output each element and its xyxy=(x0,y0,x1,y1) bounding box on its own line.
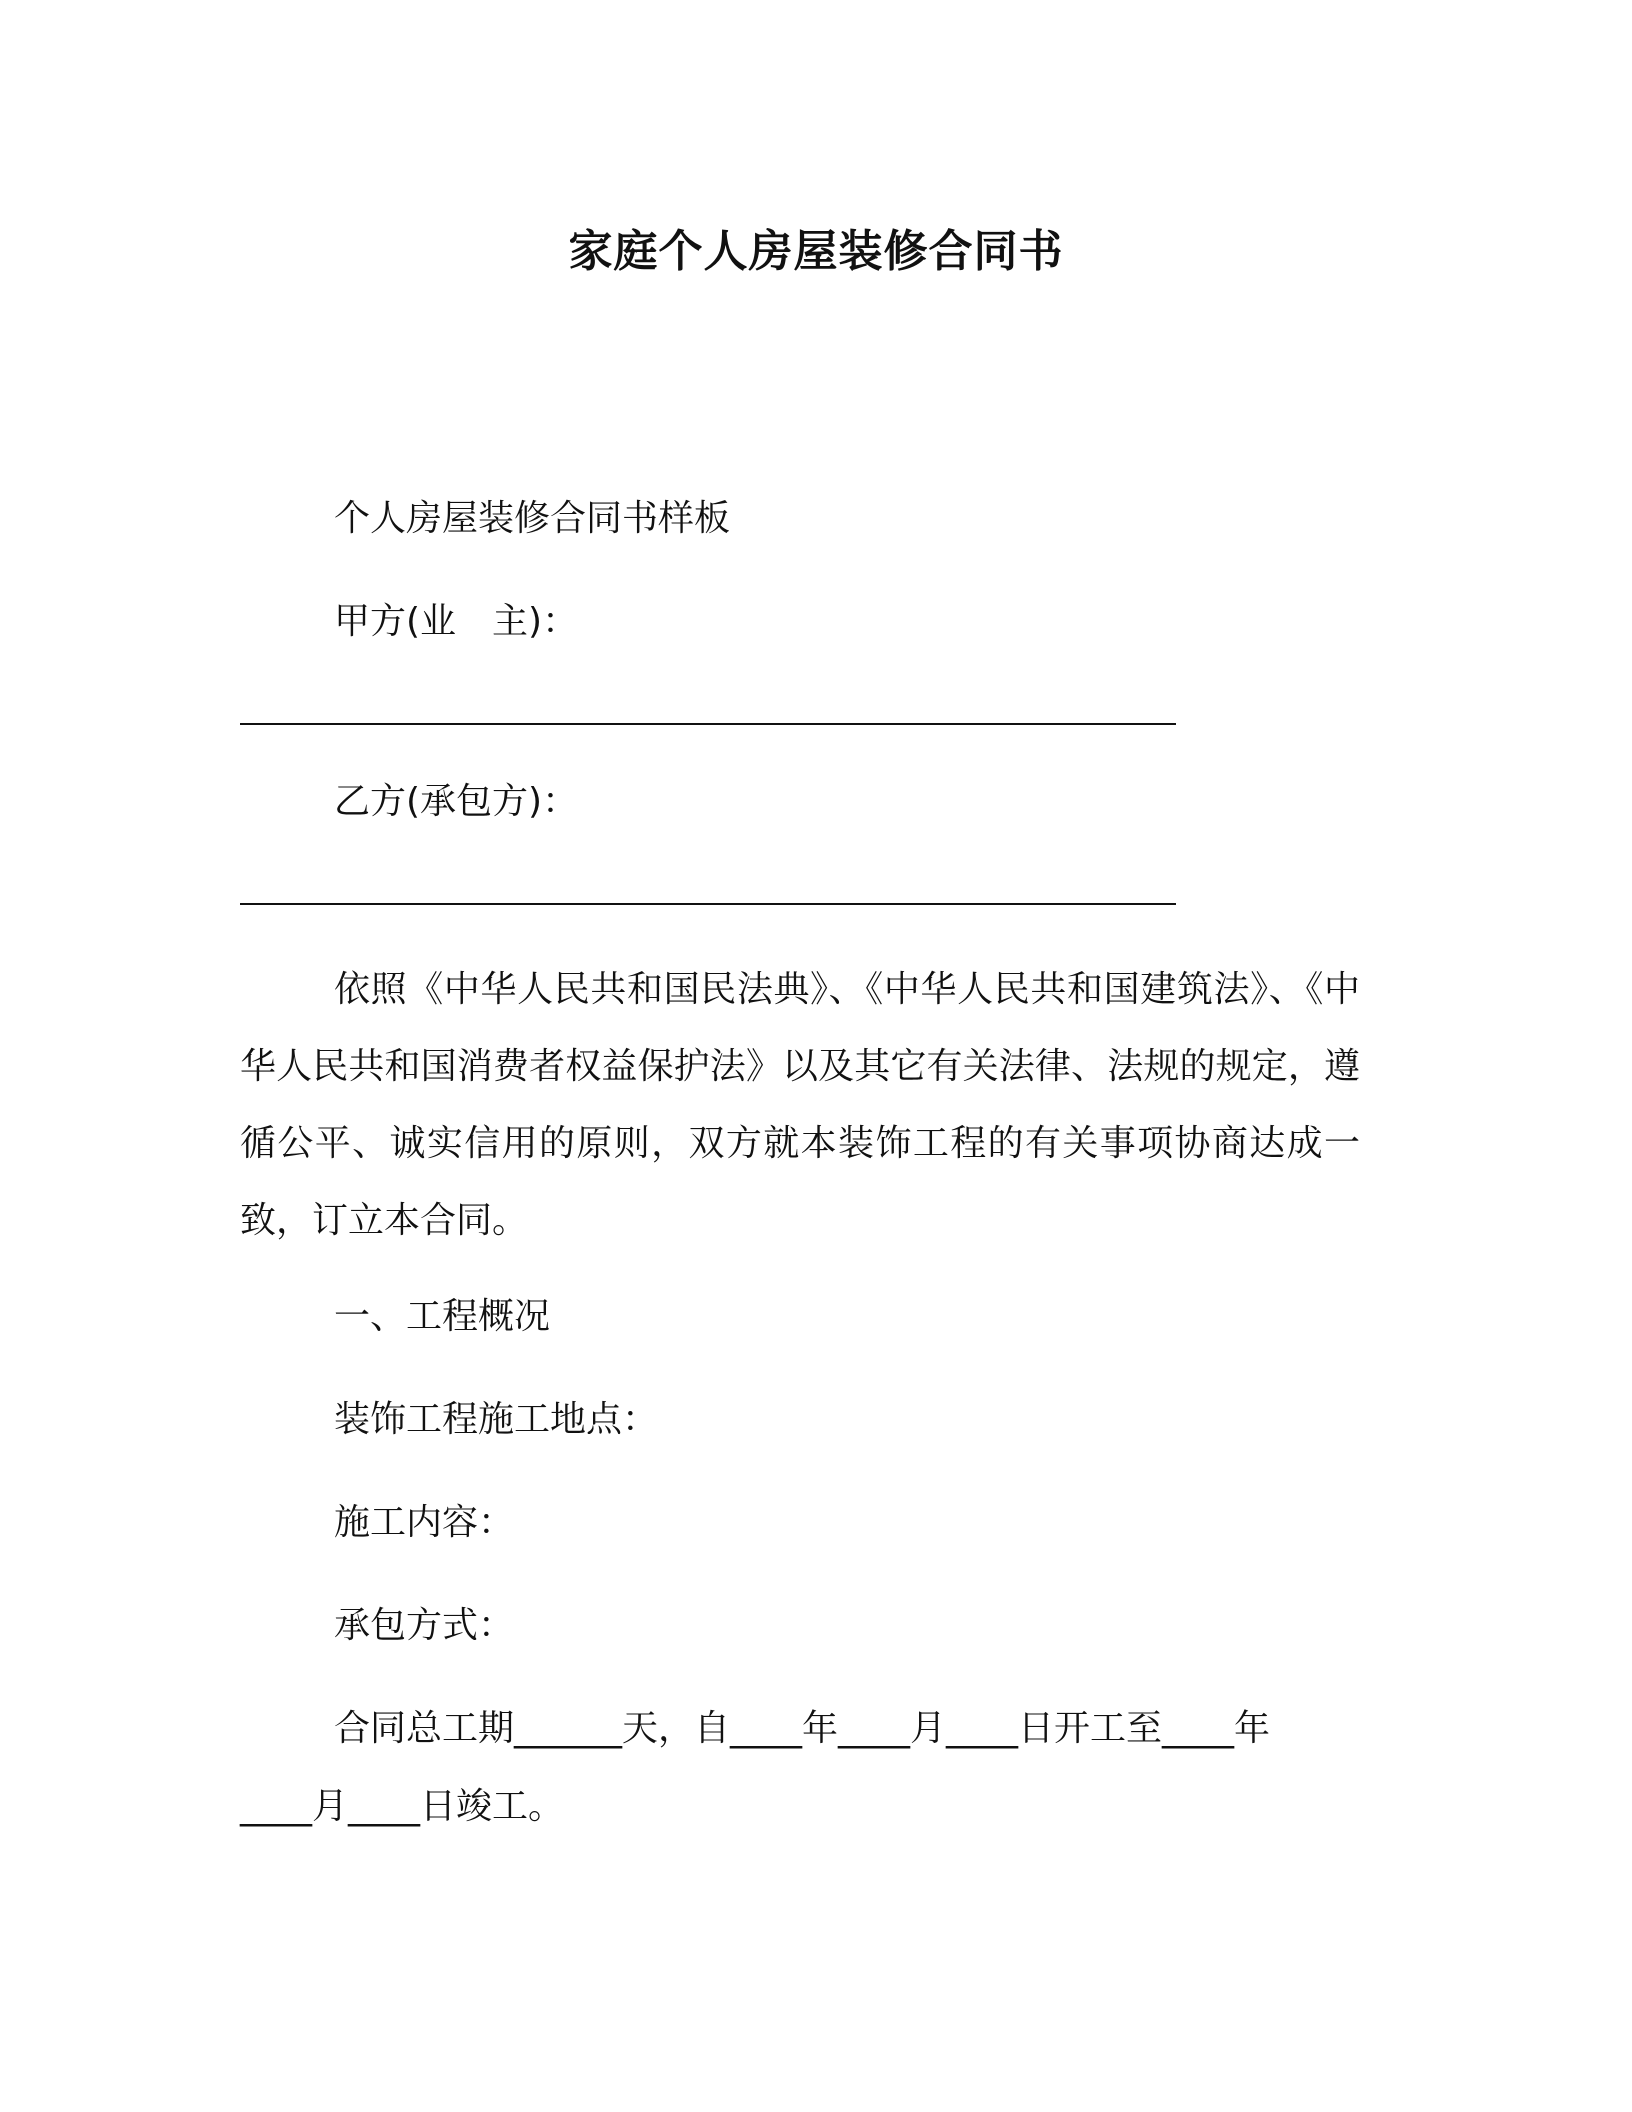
document-title: 家庭个人房屋装修合同书 xyxy=(568,226,1064,277)
party-b-blank-line xyxy=(240,903,1176,905)
party-a-blank-line xyxy=(240,723,1176,725)
construction-site-label: 装饰工程施工地点： xyxy=(334,1399,659,1440)
preamble-paragraph: 依照《中华人民共和国民法典》、《中华人民共和国建筑法》、《中华人民共和国消费者权益保护法》以及其它有关法律、法规的规定，遵循公平、诚实信用的原则，双方就本装饰工程的有关事项协商达成一致，订立本合同。 xyxy=(240,969,1360,1241)
party-b-label: 乙方(承包方)： xyxy=(334,781,579,822)
contract-duration-line-1: 合同总工期______天，自____年____月____日开工至____年 xyxy=(334,1708,1271,1749)
construction-content-label: 施工内容： xyxy=(334,1502,515,1543)
contract-duration-line-2: ____月____日竣工。 xyxy=(240,1786,565,1827)
section-1-heading: 一、工程概况 xyxy=(334,1296,551,1337)
party-a-label: 甲方(业 主)： xyxy=(334,601,579,642)
contract-mode-label: 承包方式： xyxy=(334,1605,515,1646)
document-subtitle: 个人房屋装修合同书样板 xyxy=(334,498,731,539)
